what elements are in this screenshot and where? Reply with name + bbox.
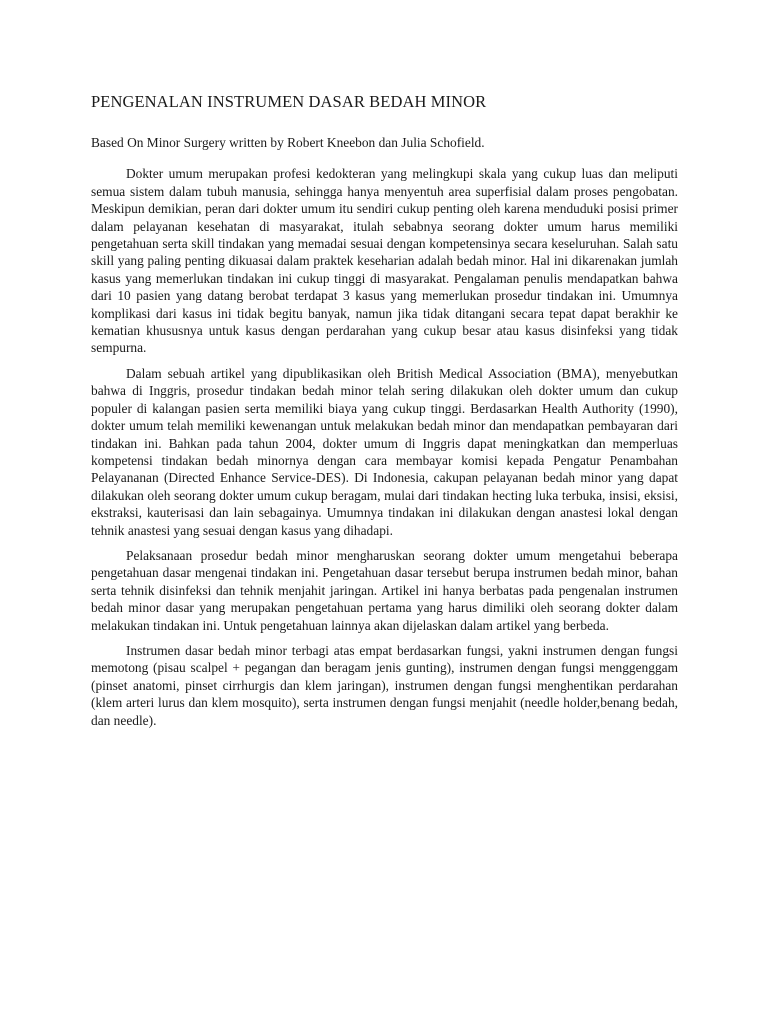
document-body (91, 92, 678, 729)
paragraph-1: Dokter umum merupakan profesi kedokteran yang melingkupi skala yang cukup luas dan meliputi semua sistem dalam tubuh manusia, sehingga hanya menyentuh area superfisial dalam proses pengobatan. Meskipun demikian, peran dari dokter umum itu sendiri cukup penting oleh karena menduduki posisi primer dalam pelayanan kesehatan di masyarakat, itulah sebabnya seorang dokter umum harus memiliki pengetahuan serta skill tindakan yang memadai sesuai dengan kompetensinya secara keseluruhan. Salah satu skill yang paling penting dikuasai dalam praktek keseharian adalah bedah minor. Hal ini dikarenakan jumlah kasus yang memerlukan tindakan ini cukup tinggi di masyarakat. Pengalaman penulis mendapatkan bahwa dari 10 pasien yang datang berobat terdapat 3 kasus yang memerlukan prosedur tindakan ini. Umumnya komplikasi dari kasus ini tidak begitu banyak, namun jika tidak ditangani secara tepat dapat berakhir ke kematian khususnya untuk kasus dengan perdarahan yang cukup besar atau kasus disinfeksi yang tidak sempurna. (91, 166, 678, 356)
paragraph-4: Instrumen dasar bedah minor terbagi atas empat berdasarkan fungsi, yakni instrumen dengan fungsi memotong (pisau scalpel + pegangan dan beragam jenis gunting), instrumen dengan fungsi menggenggam (pinset anatomi, pinset cirrhurgis dan klem jaringan), instrumen dengan fungsi menghentikan perdarahan (klem arteri lurus dan klem mosquito), serta instrumen dengan fungsi menjahit (needle holder,benang bedah, dan needle). (91, 642, 678, 728)
paragraph-3: Pelaksanaan prosedur bedah minor mengharuskan seorang dokter umum mengetahui beberapa pengetahuan dasar mengenai tindakan ini. Pengetahuan dasar tersebut berupa instrumen bedah minor, bahan serta tehnik disinfeksi dan tehnik menjahit jaringan. Artikel ini hanya berbatas pada pengenalan instrumen bedah minor dasar yang merupakan pengetahuan pertama yang harus dimiliki oleh seorang dokter dalam melakukan tindakan ini. Untuk pengetahuan lainnya akan dijelaskan dalam artikel yang berbeda. (91, 547, 678, 633)
paragraph-2: Dalam sebuah artikel yang dipublikasikan oleh British Medical Association (BMA), menyebutkan bahwa di Inggris, prosedur tindakan bedah minor telah sering dilakukan oleh dokter umum dan cukup populer di kalangan pasien serta memiliki biaya yang cukup tinggi. Berdasarkan Health Authority (1990), dokter umum telah memiliki kewenangan untuk melakukan bedah minor dan mendapatkan pembayaran dari tindakan ini. Bahkan pada tahun 2004, dokter umum di Inggris dapat meningkatkan dan memperluas kompetensi tindakan bedah minornya dengan cara membayar komisi kepada Pengatur Penambahan Pelayananan (Directed Enhance Service-DES). Di Indonesia, cakupan pelayanan bedah minor yang dapat dilakukan oleh seorang dokter umum cukup beragam, mulai dari tindakan hecting luka terbuka, insisi, eksisi, ekstraksi, kauterisasi dan lain sebagainya. Umumnya tindakan ini dilakukan dengan anastesi lokal dengan tehnik anastesi yang sesuai dengan kasus yang dihadapi. (91, 365, 678, 538)
document-subtitle: Based On Minor Surgery written by Robert Kneebon dan Julia Schofield. (91, 135, 485, 150)
document-title: PENGENALAN INSTRUMEN DASAR BEDAH MINOR (91, 92, 487, 111)
